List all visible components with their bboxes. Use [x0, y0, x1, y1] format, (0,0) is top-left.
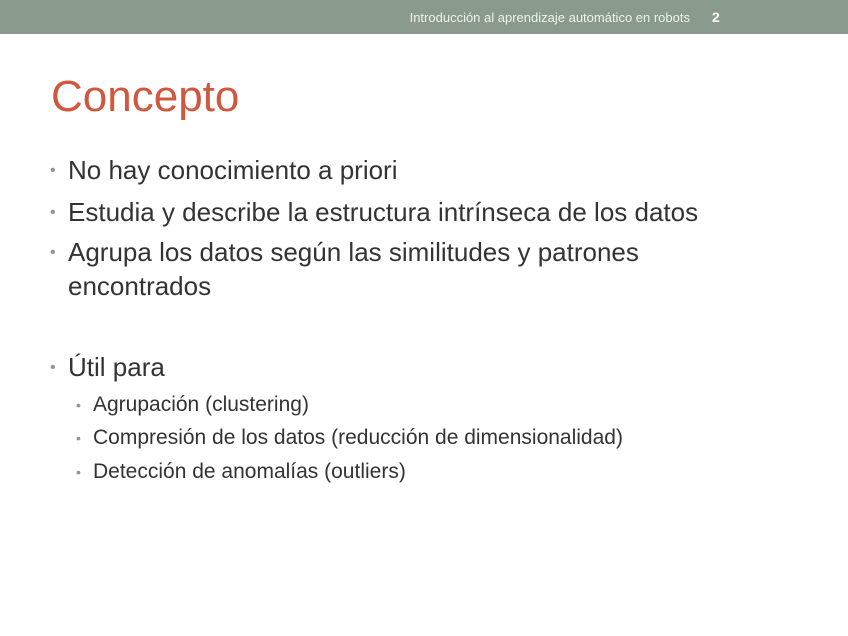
bullet-icon: •	[50, 244, 56, 261]
presentation-title: Introducción al aprendizaje automático en robots	[409, 10, 690, 25]
bullet-item	[50, 350, 165, 384]
bullet-text: No hay conocimiento a priori	[68, 155, 398, 185]
bullet-icon: •	[50, 204, 56, 221]
sub-bullet-item	[76, 424, 623, 452]
bullet-icon: •	[50, 162, 56, 179]
sub-bullet-item	[76, 391, 309, 419]
sub-bullet-icon: •	[76, 430, 81, 446]
slide-header-bar	[0, 0, 848, 34]
bullet-text: Estudia y describe la estructura intrínseca de los datos	[68, 197, 699, 227]
bullet-text: Útil para	[68, 352, 165, 382]
slide-number: 2	[712, 9, 720, 25]
sub-bullet-text: Detección de anomalías (outliers)	[93, 460, 406, 483]
bullet-item	[50, 153, 398, 187]
slide-title: Concepto	[51, 72, 240, 121]
bullet-text-line2: encontrados	[68, 271, 212, 301]
sub-bullet-text: Compresión de los datos (reducción de dimensionalidad)	[93, 426, 623, 449]
bullet-item-continuation	[68, 269, 211, 303]
bullet-text-line1: Agrupa los datos según las similitudes y patrones	[68, 237, 639, 267]
sub-bullet-icon: •	[76, 464, 81, 480]
sub-bullet-text: Agrupación (clustering)	[93, 393, 309, 416]
sub-bullet-icon: •	[76, 397, 81, 413]
bullet-icon: •	[50, 359, 56, 376]
bullet-item	[50, 195, 699, 229]
bullet-item	[50, 235, 639, 269]
sub-bullet-item	[76, 458, 406, 486]
